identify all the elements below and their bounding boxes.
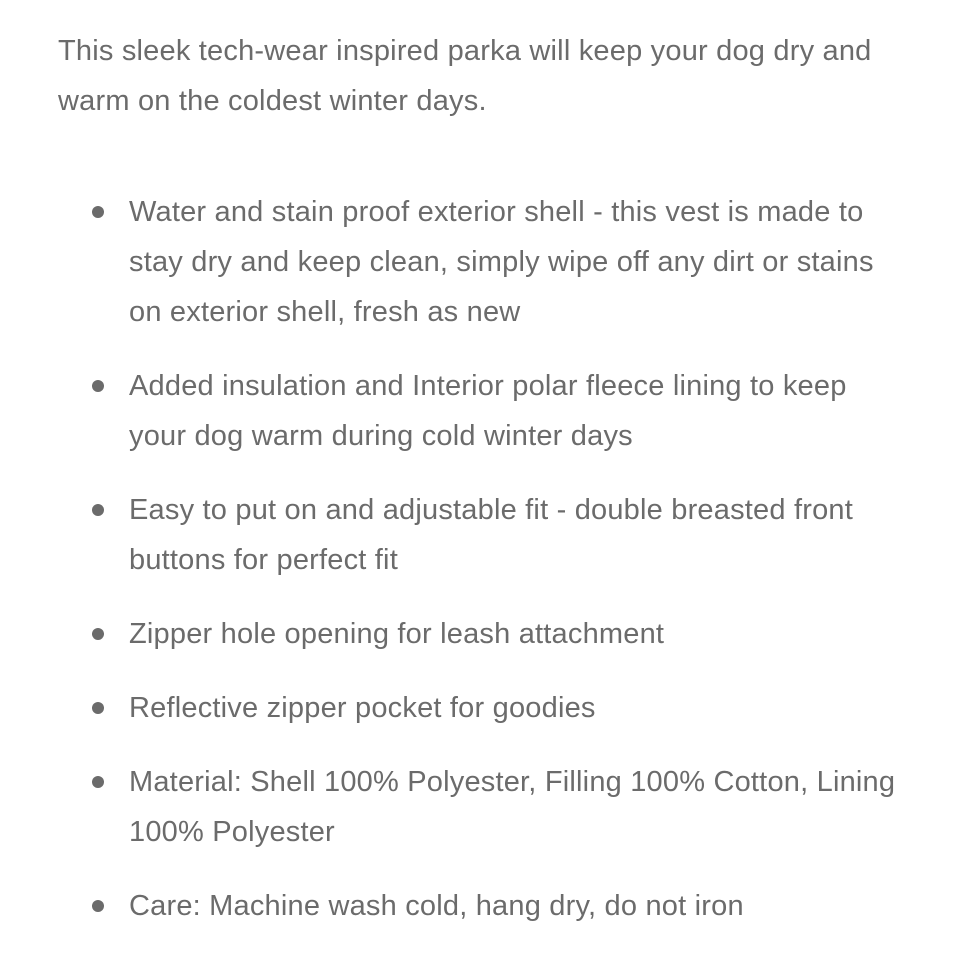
feature-list (129, 187, 899, 955)
feature-item-adjustable-fit: Easy to put on and adjustable fit - double breasted front buttons for perfect fit (129, 485, 899, 585)
feature-item-care: Care: Machine wash cold, hang dry, do not iron (129, 881, 899, 931)
feature-item-material: Material: Shell 100% Polyester, Filling 100% Cotton, Lining 100% Polyester (129, 757, 899, 857)
feature-item-insulation: Added insulation and Interior polar fleece lining to keep your dog warm during cold winter days (129, 361, 899, 461)
feature-item-reflective-pocket: Reflective zipper pocket for goodies (129, 683, 899, 733)
feature-item-water-stain-proof: Water and stain proof exterior shell - this vest is made to stay dry and keep clean, simply wipe off any dirt or stains on exterior shell, fresh as new (129, 187, 899, 337)
product-description: This sleek tech-wear inspired parka will keep your dog dry and warm on the coldest winter days. (58, 35, 872, 117)
feature-item-leash-opening: Zipper hole opening for leash attachment (129, 609, 899, 659)
